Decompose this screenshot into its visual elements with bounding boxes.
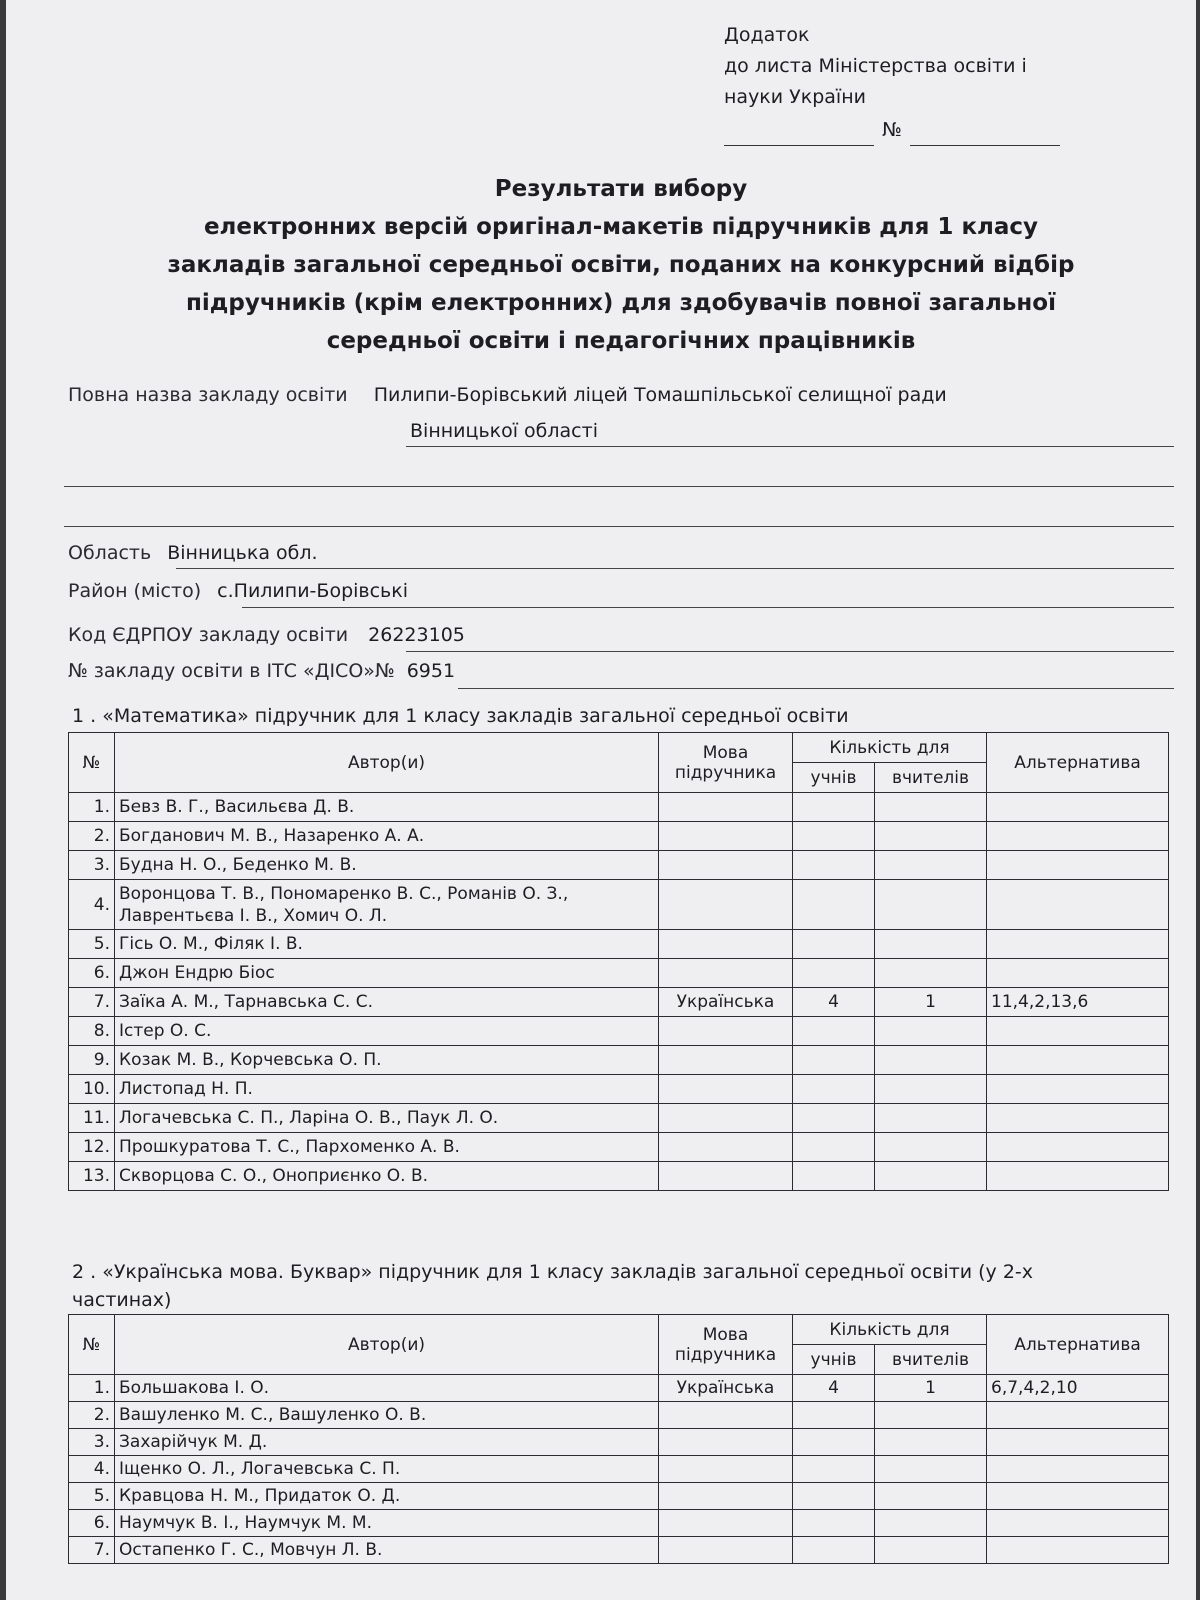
cell-teachers-count <box>875 1046 987 1075</box>
cell-students-count <box>793 793 875 822</box>
institution-value-2: Вінницької області <box>410 420 598 442</box>
table-row <box>69 1017 1169 1046</box>
cell-number: 11. <box>69 1104 115 1133</box>
cell-alternative <box>987 1133 1169 1162</box>
cell-teachers-count <box>875 1104 987 1133</box>
cell-authors: Захарійчук М. Д. <box>115 1429 659 1456</box>
edrpou-label: Код ЄДРПОУ закладу освіти <box>68 624 349 646</box>
cell-students-count <box>793 1104 875 1133</box>
cell-authors: Большакова І. О. <box>115 1375 659 1402</box>
appendix-line-3: науки України <box>724 86 866 108</box>
edrpou-value: 26223105 <box>368 624 465 646</box>
cell-teachers-count <box>875 822 987 851</box>
cell-language <box>659 1104 793 1133</box>
cell-teachers-count <box>875 851 987 880</box>
cell-number: 4. <box>69 1456 115 1483</box>
cell-number: 12. <box>69 1133 115 1162</box>
col-header-no: № <box>69 1315 115 1375</box>
edrpou-field <box>68 624 465 646</box>
cell-language <box>659 1075 793 1104</box>
cell-students-count: 4 <box>793 1375 875 1402</box>
section-2-caption-line-1: 2 . «Українська мова. Буквар» підручник для 1 класу закладів загальної середньої освіти (у 2-х <box>72 1261 1034 1283</box>
cell-language: Українська <box>659 988 793 1017</box>
col-header-teachers: вчителів <box>875 1345 987 1375</box>
cell-alternative <box>987 1017 1169 1046</box>
cell-alternative <box>987 1429 1169 1456</box>
cell-alternative <box>987 822 1169 851</box>
table-row <box>69 1375 1169 1402</box>
cell-alternative <box>987 1537 1169 1564</box>
col-header-language <box>659 733 793 793</box>
cell-authors: Богданович М. В., Назаренко А. А. <box>115 822 659 851</box>
cell-alternative <box>987 880 1169 930</box>
cell-number: 13. <box>69 1162 115 1191</box>
cell-number: 7. <box>69 988 115 1017</box>
col-header-teachers: вчителів <box>875 763 987 793</box>
cell-language <box>659 959 793 988</box>
table-row <box>69 1429 1169 1456</box>
cell-students-count <box>793 959 875 988</box>
cell-students-count <box>793 1402 875 1429</box>
cell-language <box>659 851 793 880</box>
table-row <box>69 1483 1169 1510</box>
cell-teachers-count <box>875 1537 987 1564</box>
cell-students-count <box>793 880 875 930</box>
cell-teachers-count <box>875 1402 987 1429</box>
cell-number: 3. <box>69 851 115 880</box>
col-header-language-1: Мова <box>702 742 749 763</box>
table-row <box>69 959 1169 988</box>
cell-alternative <box>987 793 1169 822</box>
cell-alternative <box>987 1162 1169 1191</box>
document-title <box>66 170 1176 360</box>
field-underline <box>242 607 1174 608</box>
col-header-authors: Автор(и) <box>115 733 659 793</box>
cell-students-count <box>793 930 875 959</box>
title-line-5: середньої освіти і педагогічних працівників <box>326 328 916 354</box>
cell-number: 6. <box>69 959 115 988</box>
section-2-caption-line-2: частинах) <box>72 1289 172 1311</box>
field-underline <box>458 688 1174 689</box>
cell-number: 2. <box>69 822 115 851</box>
field-underline <box>176 568 1174 569</box>
cell-alternative: 11,4,2,13,6 <box>987 988 1169 1017</box>
cell-language <box>659 880 793 930</box>
document-page <box>6 0 1196 1600</box>
cell-authors: Скворцова С. О., Оноприєнко О. В. <box>115 1162 659 1191</box>
table-header-row <box>69 733 1169 763</box>
cell-teachers-count <box>875 930 987 959</box>
cell-students-count <box>793 1075 875 1104</box>
cell-number: 4. <box>69 880 115 930</box>
cell-teachers-count <box>875 1017 987 1046</box>
cell-authors: Наумчук В. І., Наумчук М. М. <box>115 1510 659 1537</box>
col-header-language <box>659 1315 793 1375</box>
table-row <box>69 1537 1169 1564</box>
table-row <box>69 1510 1169 1537</box>
cell-language <box>659 1162 793 1191</box>
col-header-quantity: Кількість для <box>793 733 987 763</box>
cell-teachers-count <box>875 1483 987 1510</box>
col-header-language-2: підручника <box>674 1344 777 1365</box>
cell-teachers-count <box>875 1429 987 1456</box>
blank-line <box>64 526 1174 527</box>
cell-number: 5. <box>69 1483 115 1510</box>
cell-alternative <box>987 959 1169 988</box>
cell-alternative <box>987 1046 1169 1075</box>
cell-alternative <box>987 1402 1169 1429</box>
math-textbooks-table <box>68 732 1169 1191</box>
appendix-line-1: Додаток <box>724 24 810 46</box>
col-header-quantity: Кількість для <box>793 1315 987 1345</box>
table-header-row <box>69 1315 1169 1345</box>
cell-language <box>659 1133 793 1162</box>
cell-authors: Бевз В. Г., Васильєва Д. В. <box>115 793 659 822</box>
col-header-no: № <box>69 733 115 793</box>
cell-language <box>659 930 793 959</box>
district-label: Район (місто) <box>68 580 202 602</box>
district-value: с.Пилипи-Борівські <box>217 580 409 602</box>
cell-number: 10. <box>69 1075 115 1104</box>
cell-authors: Кравцова Н. М., Придаток О. Д. <box>115 1483 659 1510</box>
cell-language <box>659 1510 793 1537</box>
field-underline <box>406 446 1174 447</box>
cell-students-count <box>793 822 875 851</box>
blank-line <box>64 486 1174 487</box>
appendix-number-line <box>724 115 1060 146</box>
date-blank-line <box>724 123 874 146</box>
cell-alternative <box>987 1075 1169 1104</box>
table-row <box>69 988 1169 1017</box>
cell-teachers-count <box>875 1456 987 1483</box>
cell-language <box>659 1017 793 1046</box>
its-value: 6951 <box>406 660 456 682</box>
cell-language <box>659 1046 793 1075</box>
table-row <box>69 822 1169 851</box>
region-field <box>68 542 318 564</box>
cell-teachers-count: 1 <box>875 988 987 1017</box>
col-header-authors: Автор(и) <box>115 1315 659 1375</box>
cell-alternative <box>987 1104 1169 1133</box>
cell-students-count <box>793 1510 875 1537</box>
region-label: Область <box>68 542 152 564</box>
cell-students-count <box>793 851 875 880</box>
cell-authors: Заїка А. М., Тарнавська С. С. <box>115 988 659 1017</box>
cell-teachers-count <box>875 959 987 988</box>
cell-number: 1. <box>69 1375 115 1402</box>
cell-authors: Козак М. В., Корчевська О. П. <box>115 1046 659 1075</box>
cell-teachers-count <box>875 793 987 822</box>
col-header-language-1: Мова <box>702 1324 749 1345</box>
cell-teachers-count <box>875 1162 987 1191</box>
cell-authors: Воронцова Т. В., Пономаренко В. С., Романів О. З., Лаврентьєва І. В., Хомич О. Л. <box>115 880 659 930</box>
table-row <box>69 793 1169 822</box>
cell-language <box>659 1456 793 1483</box>
table-row <box>69 1133 1169 1162</box>
cell-authors: Джон Ендрю Біос <box>115 959 659 988</box>
cell-number: 9. <box>69 1046 115 1075</box>
col-header-alternative: Альтернатива <box>987 733 1169 793</box>
cell-language <box>659 1483 793 1510</box>
cell-authors: Листопад Н. П. <box>115 1075 659 1104</box>
title-line-4: підручників (крім електронних) для здобувачів повної загальної <box>186 290 1056 316</box>
table-row <box>69 1456 1169 1483</box>
table-row <box>69 1046 1169 1075</box>
cell-authors: Остапенко Г. С., Мовчун Л. В. <box>115 1537 659 1564</box>
cell-number: 2. <box>69 1402 115 1429</box>
cell-students-count <box>793 1483 875 1510</box>
col-header-students: учнів <box>793 1345 875 1375</box>
title-line-2: електронних версій оригінал-макетів підручників для 1 класу <box>203 214 1039 240</box>
appendix-line-2: до листа Міністерства освіти і <box>724 55 1027 77</box>
cell-students-count <box>793 1537 875 1564</box>
number-blank-line <box>910 123 1060 146</box>
institution-label: Повна назва закладу освіти <box>68 384 348 406</box>
table-row <box>69 1402 1169 1429</box>
cell-alternative <box>987 1456 1169 1483</box>
cell-authors: Будна Н. О., Беденко М. В. <box>115 851 659 880</box>
cell-students-count <box>793 1456 875 1483</box>
cell-authors: Гісь О. М., Філяк І. В. <box>115 930 659 959</box>
cell-teachers-count <box>875 1075 987 1104</box>
cell-language <box>659 1537 793 1564</box>
section-1-caption: 1 . «Математика» підручник для 1 класу закладів загальної середньої освіти <box>72 705 849 727</box>
cell-language <box>659 1429 793 1456</box>
table-row <box>69 1104 1169 1133</box>
cell-alternative <box>987 1483 1169 1510</box>
col-header-alternative: Альтернатива <box>987 1315 1169 1375</box>
table-row <box>69 1075 1169 1104</box>
cell-authors: Іщенко О. Л., Логачевська С. П. <box>115 1456 659 1483</box>
field-underline <box>406 651 1174 652</box>
cell-alternative <box>987 1510 1169 1537</box>
title-line-1: Результати вибору <box>494 176 748 202</box>
cell-students-count <box>793 1133 875 1162</box>
cell-teachers-count <box>875 1133 987 1162</box>
appendix-block <box>724 20 1060 146</box>
its-label: № закладу освіти в ІТС «ДІСО»№ <box>68 660 395 682</box>
cell-language: Українська <box>659 1375 793 1402</box>
table-row <box>69 880 1169 930</box>
cell-teachers-count <box>875 880 987 930</box>
primer-textbooks-table <box>68 1314 1169 1564</box>
cell-number: 5. <box>69 930 115 959</box>
col-header-language-2: підручника <box>674 762 777 783</box>
cell-students-count <box>793 1017 875 1046</box>
cell-authors: Істер О. С. <box>115 1017 659 1046</box>
cell-number: 3. <box>69 1429 115 1456</box>
cell-number: 1. <box>69 793 115 822</box>
cell-authors: Вашуленко М. С., Вашуленко О. В. <box>115 1402 659 1429</box>
region-value: Вінницька обл. <box>167 542 318 564</box>
cell-teachers-count: 1 <box>875 1375 987 1402</box>
cell-alternative <box>987 930 1169 959</box>
institution-field-line-2 <box>410 420 598 442</box>
cell-language <box>659 1402 793 1429</box>
cell-authors: Логачевська С. П., Ларіна О. В., Паук Л. О. <box>115 1104 659 1133</box>
title-line-3: закладів загальної середньої освіти, поданих на конкурсний відбір <box>167 252 1075 278</box>
cell-number: 6. <box>69 1510 115 1537</box>
table-row <box>69 851 1169 880</box>
table-row <box>69 930 1169 959</box>
cell-authors: Прошкуратова Т. С., Пархоменко А. В. <box>115 1133 659 1162</box>
cell-number: 7. <box>69 1537 115 1564</box>
section-2-caption <box>72 1258 1033 1314</box>
district-field <box>68 580 408 602</box>
cell-number: 8. <box>69 1017 115 1046</box>
table-row <box>69 1162 1169 1191</box>
cell-teachers-count <box>875 1510 987 1537</box>
institution-value-1: Пилипи-Борівський ліцей Томашпільської селищної ради <box>373 384 947 406</box>
cell-students-count <box>793 1429 875 1456</box>
cell-students-count: 4 <box>793 988 875 1017</box>
cell-students-count <box>793 1046 875 1075</box>
institution-field <box>68 384 947 406</box>
cell-language <box>659 793 793 822</box>
col-header-students: учнів <box>793 763 875 793</box>
its-field <box>68 660 455 682</box>
number-sign: № <box>882 119 902 141</box>
cell-students-count <box>793 1162 875 1191</box>
cell-language <box>659 822 793 851</box>
cell-alternative: 6,7,4,2,10 <box>987 1375 1169 1402</box>
cell-alternative <box>987 851 1169 880</box>
